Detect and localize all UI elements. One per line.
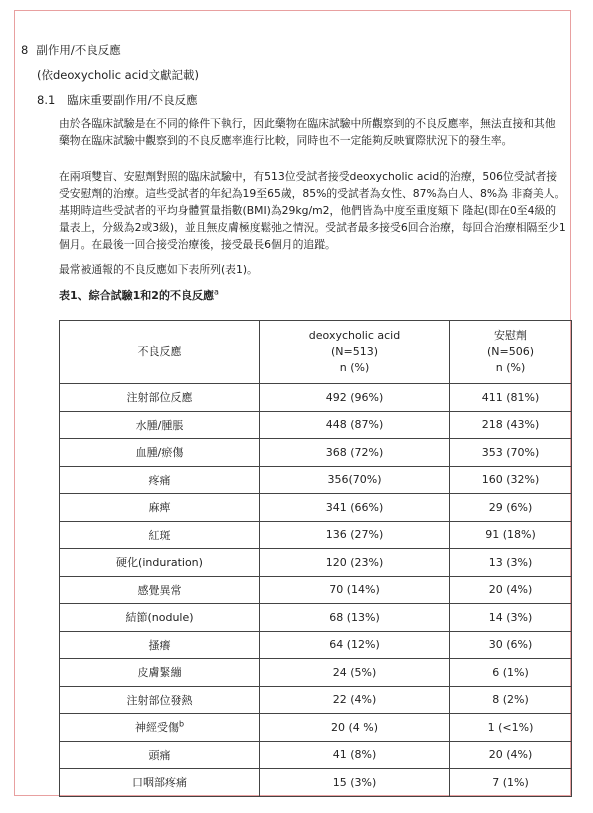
header-reaction-label: 不良反應 — [137, 345, 182, 358]
cell-reaction — [60, 604, 260, 632]
header-placebo — [450, 321, 572, 384]
table-row — [60, 631, 572, 659]
cell-reaction-text: 注射部位發熱 — [126, 693, 193, 707]
table-row — [60, 604, 572, 632]
cell-reaction — [60, 549, 260, 577]
table-header-row — [60, 321, 572, 384]
cell-reaction-text: 注射部位反應 — [126, 391, 193, 405]
table-row — [60, 714, 572, 742]
cell-reaction — [60, 686, 260, 714]
cell-reaction-text: 搔癢 — [148, 638, 171, 652]
header-drug-n: (N=513) — [330, 345, 379, 358]
cell-placebo: 7 (1%) — [450, 769, 572, 797]
section-title: 副作用/不良反應 — [36, 43, 121, 57]
paragraph-incidence-note: 由於各臨床試驗是在不同的條件下執行，因此藥物在臨床試驗中所觀察到的不良反應率，無法直接和其他藥物在臨床試驗中觀察到的不良反應率進行比較，同時也不一定能夠反映實際狀況下的發生率。 — [59, 117, 556, 147]
cell-reaction-text: 感覺異常 — [137, 583, 182, 597]
header-drug-unit: n (%) — [339, 361, 370, 374]
cell-reaction-text: 結節(nodule) — [125, 611, 194, 625]
cell-placebo: 411 (81%) — [450, 384, 572, 412]
subsection-title: 臨床重要副作用/不良反應 — [67, 93, 198, 107]
table-body — [60, 384, 572, 797]
table-caption-footnote-mark: a — [213, 287, 219, 297]
cell-placebo: 8 (2%) — [450, 686, 572, 714]
cell-placebo: 218 (43%) — [450, 411, 572, 439]
cell-reaction — [60, 494, 260, 522]
cell-reaction — [60, 521, 260, 549]
paragraph-trial-description: 在兩項雙盲、安慰劑對照的臨床試驗中，有513位受試者接受deoxycholic acid的治療，506位受試者接受安慰劑的治療。這些受試者的年紀為19至65歲，85%的受試者為女性、87%為白人、8%為 非裔美人。基期時這些受試者的平均身體質量指數(BMI)為29kg/m2，他們皆為中度至重度頦下 隆起(即在0至4級的量表上，分級為2或3級)，並且無皮膚極度鬆弛之情況。受試者最多接受6回合治療，每回合治療相隔至少1個月。在最後一回合接受治療後，接受最長6個月的追蹤。 — [59, 170, 566, 251]
cell-drug: 20 (4 %) — [260, 714, 450, 742]
cell-reaction-text: 口咽部疼痛 — [132, 776, 187, 790]
table-row — [60, 384, 572, 412]
cell-reaction-text: 麻痺 — [148, 501, 171, 515]
table-row — [60, 686, 572, 714]
table-row — [60, 494, 572, 522]
header-drug — [260, 321, 450, 384]
cell-drug: 120 (23%) — [260, 549, 450, 577]
cell-drug: 22 (4%) — [260, 686, 450, 714]
cell-drug: 492 (96%) — [260, 384, 450, 412]
cell-reaction — [60, 439, 260, 467]
cell-drug: 41 (8%) — [260, 741, 450, 769]
section-number: 8 — [21, 43, 29, 57]
cell-reaction-text: 皮膚緊繃 — [137, 666, 182, 680]
cell-drug: 64 (12%) — [260, 631, 450, 659]
cell-drug: 70 (14%) — [260, 576, 450, 604]
cell-reaction — [60, 631, 260, 659]
cell-placebo: 14 (3%) — [450, 604, 572, 632]
subsection-number: 8.1 — [37, 93, 56, 107]
table-row — [60, 741, 572, 769]
cell-placebo: 30 (6%) — [450, 631, 572, 659]
table-row — [60, 769, 572, 797]
cell-reaction-text: 神經受傷 — [134, 721, 179, 735]
header-placebo-n: (N=506) — [486, 345, 535, 358]
subsection-heading — [37, 92, 198, 108]
cell-placebo: 20 (4%) — [450, 576, 572, 604]
header-reaction — [60, 321, 260, 384]
cell-placebo: 20 (4%) — [450, 741, 572, 769]
cell-reaction — [60, 384, 260, 412]
cell-placebo: 91 (18%) — [450, 521, 572, 549]
cell-placebo: 160 (32%) — [450, 466, 572, 494]
cell-reaction — [60, 411, 260, 439]
cell-reaction — [60, 466, 260, 494]
cell-drug: 24 (5%) — [260, 659, 450, 687]
table-row — [60, 521, 572, 549]
table-row — [60, 576, 572, 604]
cell-placebo: 1 (<1%) — [450, 714, 572, 742]
section-heading — [21, 42, 121, 58]
cell-reaction — [60, 659, 260, 687]
table-caption-text: 表1、綜合試驗1和2的不良反應 — [59, 289, 214, 302]
cell-drug: 68 (13%) — [260, 604, 450, 632]
table-row — [60, 549, 572, 577]
cell-drug: 136 (27%) — [260, 521, 450, 549]
cell-placebo: 29 (6%) — [450, 494, 572, 522]
cell-reaction-text: 紅斑 — [148, 528, 171, 542]
cell-reaction-text: 疼痛 — [148, 473, 171, 487]
paragraph-table-intro: 最常被通報的不良反應如下表所列(表1)。 — [59, 263, 258, 276]
table-row — [60, 439, 572, 467]
cell-reaction — [60, 576, 260, 604]
cell-placebo: 353 (70%) — [450, 439, 572, 467]
cell-placebo: 6 (1%) — [450, 659, 572, 687]
cell-reaction-footnote-mark: b — [178, 719, 185, 729]
cell-drug: 341 (66%) — [260, 494, 450, 522]
cell-reaction-text: 頭痛 — [148, 748, 171, 762]
cell-drug: 368 (72%) — [260, 439, 450, 467]
cell-placebo: 13 (3%) — [450, 549, 572, 577]
cell-reaction-text: 硬化(induration) — [116, 556, 203, 570]
cell-reaction — [60, 769, 260, 797]
table-row — [60, 466, 572, 494]
table-caption — [59, 287, 219, 303]
cell-reaction — [60, 741, 260, 769]
cell-reaction-text: 血腫/瘀傷 — [135, 446, 184, 460]
cell-drug: 356(70%) — [260, 466, 450, 494]
table-row — [60, 411, 572, 439]
header-placebo-name: 安慰劑 — [494, 329, 527, 342]
cell-reaction-text: 水腫/腫脹 — [135, 418, 184, 432]
header-drug-name: deoxycholic acid — [308, 329, 401, 342]
cell-drug: 15 (3%) — [260, 769, 450, 797]
adverse-reactions-table — [59, 320, 572, 797]
table-row — [60, 659, 572, 687]
source-note: (依deoxycholic acid文獻記載) — [37, 68, 200, 82]
cell-reaction — [60, 714, 260, 742]
cell-drug: 448 (87%) — [260, 411, 450, 439]
header-placebo-unit: n (%) — [495, 361, 526, 374]
